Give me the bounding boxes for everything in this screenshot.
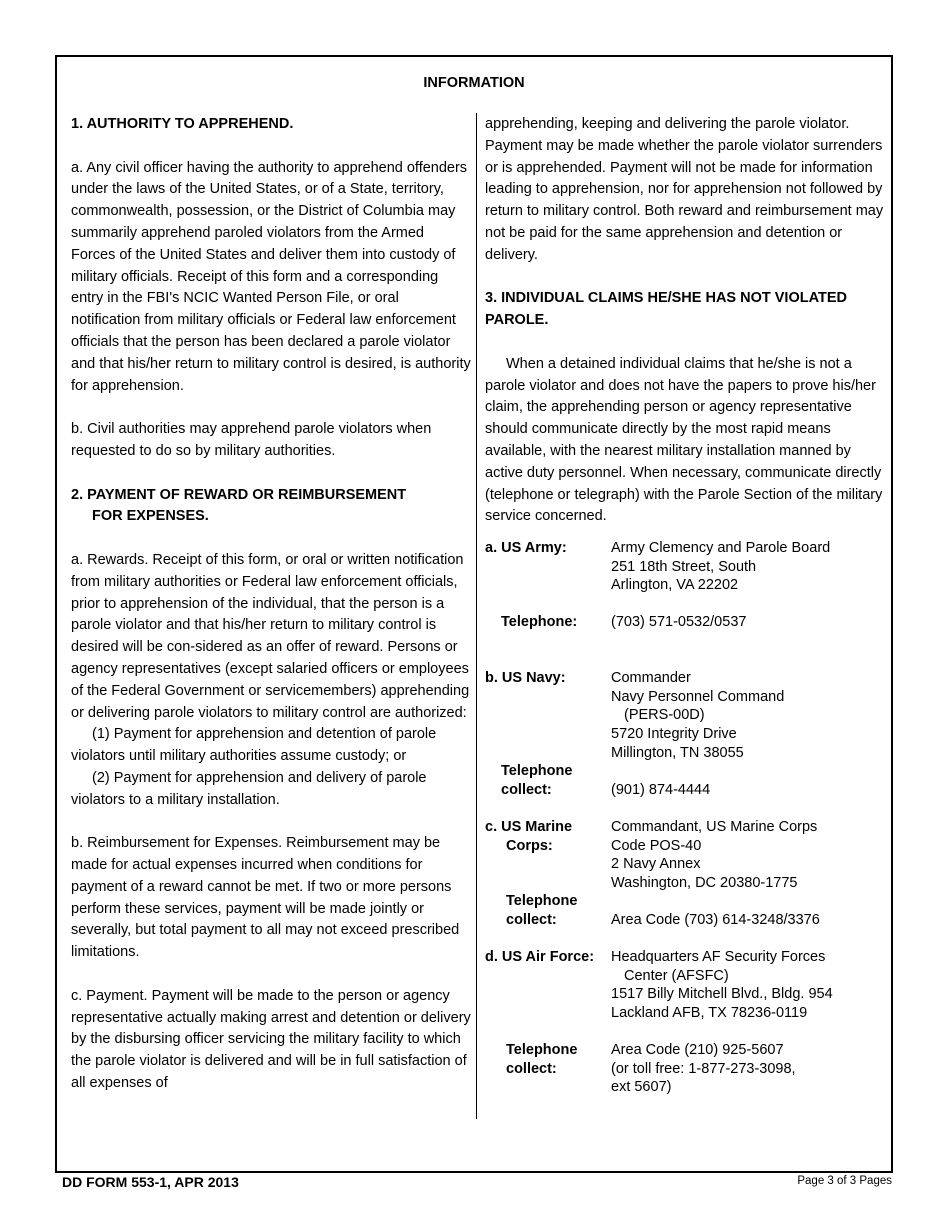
- contact-army-tel-label: Telephone:: [501, 614, 578, 631]
- contact-airforce-line: Lackland AFB, TX 78236-0119: [611, 1004, 808, 1021]
- contact-airforce-line: 1517 Billy Mitchell Blvd., Bldg. 954: [611, 986, 833, 1003]
- page-title: INFORMATION: [423, 75, 525, 91]
- column-divider: [476, 113, 477, 1119]
- contact-marine-label: Corps:: [506, 837, 553, 854]
- contact-marine-label: c. US Marine: [485, 818, 573, 835]
- contact-marine-tel-label: collect:: [506, 911, 557, 928]
- contact-marine: [485, 818, 889, 892]
- contact-army-tel: (703) 571-0532/0537: [611, 614, 747, 631]
- section-2-para-c-continued: apprehending, keeping and delivering the parole violator. Payment may be made whether the parole violator surrenders or is apprehended. Payment will not be made for information leading to apprehension, nor for apprehension not followed by return to military control. Both reward and reimbursement may not be paid for the same apprehension and detention or delivery.: [485, 116, 884, 263]
- section-2-para-a-1: (1) Payment for apprehension and detention of parole violators until military authorities assume custody; or: [71, 726, 437, 765]
- contacts-list: [485, 539, 889, 1097]
- contact-airforce-tel: Area Code (210) 925-5607: [611, 1042, 784, 1059]
- contact-navy-telephone: [485, 762, 889, 799]
- section-3-heading: 3. INDIVIDUAL CLAIMS HE/SHE HAS NOT VIOLATED PAROLE.: [485, 290, 847, 329]
- contact-airforce-line: Headquarters AF Security Forces: [611, 949, 826, 966]
- contact-navy-tel-label: collect:: [501, 781, 552, 798]
- left-column: [71, 114, 471, 1095]
- contact-marine-tel-label: Telephone: [506, 893, 578, 910]
- form-number: DD FORM 553-1, APR 2013: [62, 1174, 239, 1190]
- contact-marine-tel: Area Code (703) 614-3248/3376: [611, 911, 820, 928]
- section-1-heading: 1. AUTHORITY TO APPREHEND.: [71, 116, 294, 132]
- section-2-para-c: c. Payment. Payment will be made to the person or agency representative actually making arrest and detention or delivery by the disbursing officer servicing the military facility to which the parole violator is delivered and will be in full satisfaction of all expenses of: [71, 987, 471, 1092]
- contact-army-line: Army Clemency and Parole Board: [611, 540, 831, 556]
- contact-army-line: 251 18th Street, South: [611, 558, 757, 575]
- contact-navy-line: Millington, TN 38055: [611, 744, 744, 761]
- contact-airforce-line: Center (AFSFC): [624, 967, 729, 984]
- contact-navy-line: (PERS-00D): [624, 707, 705, 724]
- contact-airforce-tel: (or toll free: 1-877-273-3098,: [611, 1060, 796, 1077]
- contact-airforce-tel-label: collect:: [506, 1060, 557, 1077]
- contact-army-label: a. US Army:: [485, 540, 567, 556]
- contact-airforce-tel-label: Telephone: [506, 1042, 578, 1059]
- contact-marine-line: 2 Navy Annex: [611, 856, 701, 873]
- section-2-para-a: a. Rewards. Receipt of this form, or oral or written notification from military authorities or Federal law enforcement officials, prior to apprehension of the individual, that the person is a parole violator and that his/her return to military control is desired will be con-sidered as an offer of reward. Persons or agency representatives (except salaried officers or employees of the Federal Government or servicemembers) apprehending or delivering parole violators to military control are authorized:: [71, 551, 470, 721]
- contact-navy-tel-label: Telephone: [501, 763, 573, 780]
- section-2-heading-line-2: FOR EXPENSES.: [92, 508, 209, 525]
- contact-airforce-label: d. US Air Force:: [485, 949, 595, 966]
- contact-marine-line: Commandant, US Marine Corps: [611, 818, 818, 835]
- contact-army: [485, 539, 889, 595]
- contact-navy-line: 5720 Integrity Drive: [611, 725, 737, 742]
- right-column: [485, 114, 889, 528]
- section-1-para-a: a. Any civil officer having the authority to apprehend offenders under the laws of the United States, or of a State, territory, commonwealth, possession, or the District of Columbia may summarily apprehend paroled violators from the Armed Forces of the United States and deliver them into custody of military officials. Receipt of this form and a corresponding entry in the FBI's NCIC Wanted Person File, or oral notification from military officials or Federal law enforcement officials that the person has been declared a parole violator and that his/her return to military control is desired, is authority for apprehension.: [71, 159, 471, 394]
- contact-airforce-telephone: [485, 1041, 889, 1097]
- section-2-para-b: b. Reimbursement for Expenses. Reimbursement may be made for actual expenses incurred when conditions for payment of a reward cannot be met. If two or more persons perform these services, payment will be made jointly or severally, but total payment to all may not exceed prescribed limitations.: [71, 835, 460, 961]
- contact-navy-label: b. US Navy:: [485, 670, 566, 687]
- contact-navy-tel: (901) 874-4444: [611, 781, 711, 798]
- form-frame: [55, 55, 893, 1173]
- contact-marine-line: Code POS-40: [611, 837, 702, 854]
- contact-army-telephone: [485, 613, 889, 632]
- contact-airforce: [485, 948, 889, 1022]
- contact-marine-telephone: [485, 892, 889, 929]
- section-2-heading: [71, 485, 471, 529]
- contact-airforce-tel: ext 5607): [611, 1079, 672, 1096]
- page-number: Page 3 of 3 Pages: [797, 1175, 892, 1187]
- section-1-para-b: b. Civil authorities may apprehend parole violators when requested to do so by military authorities.: [71, 421, 432, 459]
- contact-navy: [485, 669, 889, 762]
- section-3-body: When a detained individual claims that he/she is not a parole violator and does not have the papers to prove his/her claim, the apprehending person or agency representative should communicate directly by the most rapid means available, with the nearest military installation manned by active duty personnel. When necessary, communicate directly (telephone or telegraph) with the Parole Section of the military service concerned.: [485, 355, 883, 525]
- section-2-heading-line-1: 2. PAYMENT OF REWARD OR REIMBURSEMENT: [71, 486, 407, 503]
- contact-navy-line: Commander: [611, 670, 691, 687]
- contact-navy-line: Navy Personnel Command: [611, 688, 785, 705]
- contact-marine-line: Washington, DC 20380-1775: [611, 874, 798, 891]
- section-2-para-a-2: (2) Payment for apprehension and delivery of parole violators to a military installation.: [71, 769, 427, 808]
- contact-army-line: Arlington, VA 22202: [611, 577, 739, 594]
